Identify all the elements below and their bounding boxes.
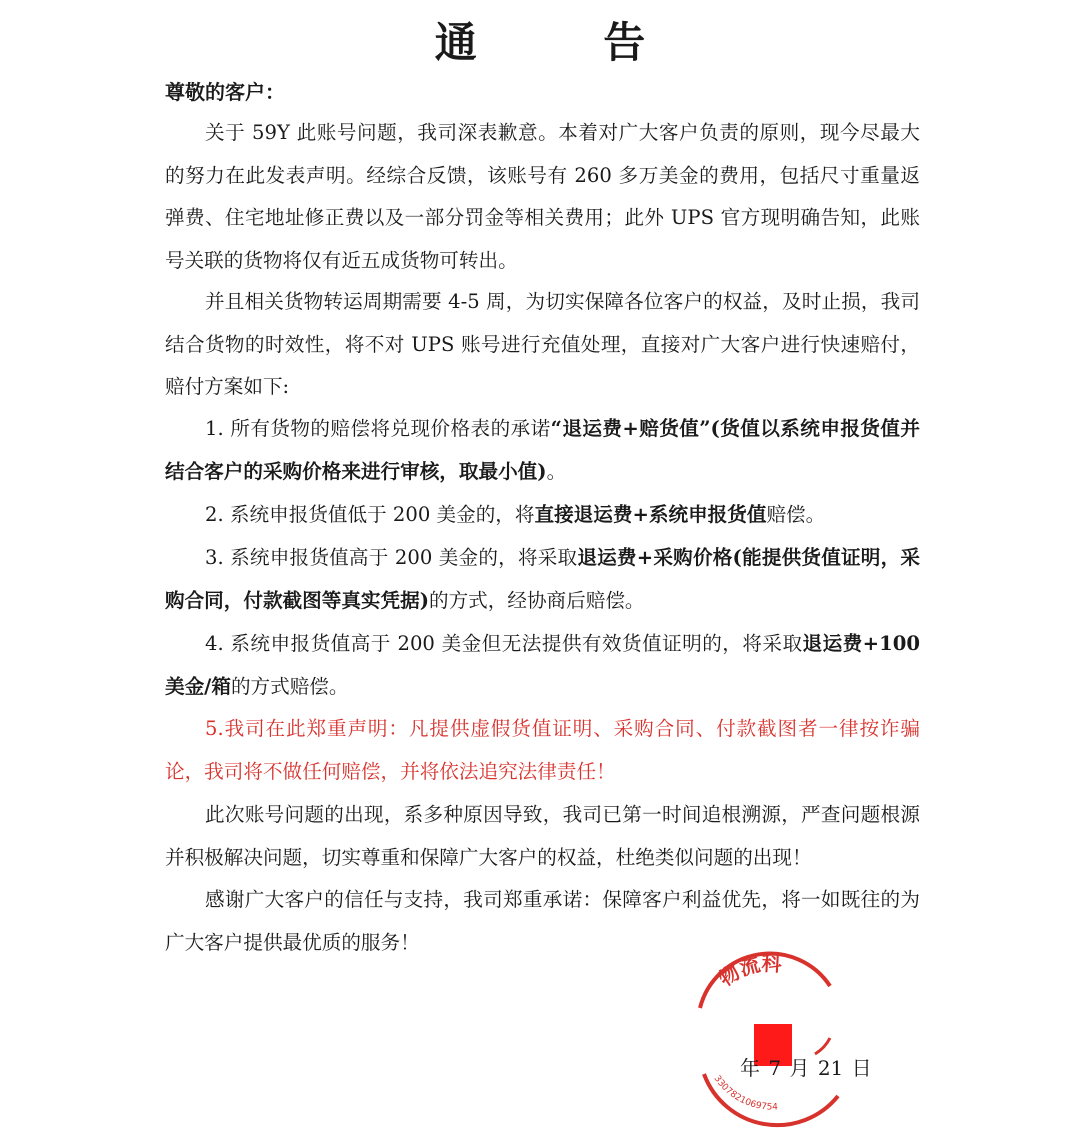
greeting: 尊敬的客户： — [165, 80, 285, 104]
date-month: 7 — [768, 1056, 782, 1080]
paragraph-thanks: 感谢广大客户的信任与支持，我司郑重承诺：保障客户利益优先，将一如既往的为广大客户提供最优质的服务！ — [165, 888, 920, 954]
list-item-2 — [165, 494, 920, 537]
list-item-5-warning: 5.我司在此郑重声明：凡提供虚假货值证明、采购合同、付款截图者一律按诈骗论，我司将不做任何赔偿，并将依法追究法律责任！ — [165, 717, 920, 783]
seal-top-text: 物流科 — [714, 951, 783, 992]
list-item-4-suffix: 的方式赔偿。 — [230, 674, 349, 698]
list-item-2-text: 2. 系统申报货值低于 200 美金的，将 — [205, 503, 535, 526]
date-line — [740, 1052, 874, 1084]
list-item-2-bold: 直接退运费+系统申报货值 — [534, 503, 767, 526]
list-item-1-suffix: 。 — [546, 459, 567, 483]
list-item-3-text: 3. 系统申报货值高于 200 美金的，将采取 — [205, 546, 578, 569]
paragraph-intro: 关于 59Y 此账号问题，我司深表歉意。本着对广大客户负责的原则，现今尽最大的努力在此发表声明。经综合反馈，该账号有 260 多万美金的费用，包括尺寸重量返弹费、住宅地址修正费以及一部分罚金等相关费用；此外 UPS 官方现明确告知，此账号关联的货物将仅有近五成货物可转出。 — [165, 121, 920, 272]
list-item-4-bold: 退运费+100 美金/箱 — [165, 632, 920, 698]
list-item-4-text: 4. 系统申报货值高于 200 美金但无法提供有效货值证明的，将采取 — [205, 632, 803, 655]
paragraph-compensation-plan: 并且相关货物转运周期需要 4-5 周，为切实保障各位客户的权益，及时止损，我司结合货物的时效性，将不对 UPS 账号进行充值处理，直接对广大客户进行快速赔付，赔付方案如下: — [165, 290, 920, 398]
list-item-3 — [165, 537, 920, 622]
list-item-3-suffix: 的方式，经协商后赔偿。 — [429, 588, 645, 612]
notice-title: 通 告 — [434, 18, 702, 67]
list-item-1-text: 1. 所有货物的赔偿将兑现价格表的承诺 — [205, 417, 551, 440]
list-item-4 — [165, 623, 920, 708]
date-day-char: 日 — [851, 1056, 872, 1080]
paragraph-root-cause: 此次账号问题的出现，系多种原因导致，我司已第一时间追根溯源，严查问题根源并积极解决问题，切实尊重和保障广大客户的权益，杜绝类似问题的出现！ — [165, 803, 920, 869]
seal-bottom-number: 3307821069754 — [711, 1073, 779, 1113]
list-item-3-bold: 退运费+采购价格(能提供货值证明，采购合同，付款截图等真实凭据) — [165, 546, 920, 612]
date-month-char: 月 — [789, 1056, 810, 1080]
list-item-1-bold: “退运费+赔货值”(货值以系统申报货值并结合客户的采购价格来进行审核，取最小值) — [165, 417, 920, 483]
list-item-2-suffix: 赔偿。 — [766, 503, 826, 526]
date-day: 21 — [817, 1056, 844, 1080]
list-item-1 — [165, 408, 920, 493]
date-year-char: 年 — [740, 1056, 760, 1080]
